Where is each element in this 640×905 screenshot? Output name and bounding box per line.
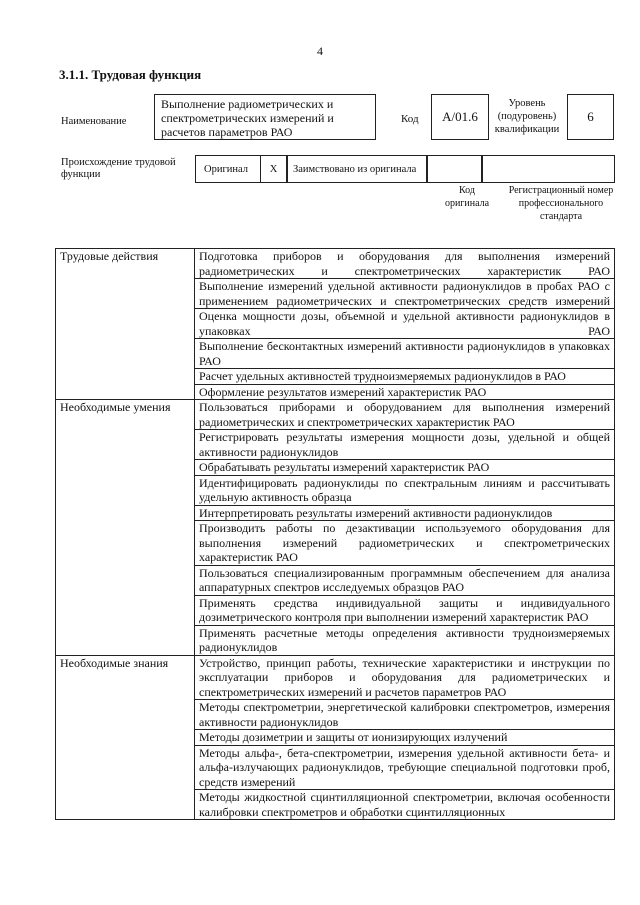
table-cell: Регистрировать результаты измерения мощности дозы, удельной и общей активности радионуклидов	[195, 430, 615, 460]
table-cell: Пользоваться специализированным программным обеспечением для анализа аппаратурных спектров исследуемых образцов РАО	[195, 565, 615, 595]
origin-code-cell	[427, 155, 482, 183]
table-cell: Методы альфа-, бета-спектрометрии, измерения удельной активности бета- и альфа-излучающих радионуклидов, требующие специальной подготовки проб, средств измерений	[195, 745, 615, 790]
section-title: 3.1.1. Трудовая функция	[59, 67, 202, 82]
function-name-box: Выполнение радиометрических и спектрометрических измерений и расчетов параметров РАО	[154, 94, 376, 140]
table-cell: Производить работы по дезактивации используемого оборудования для выполнения измерений радиометрических и спектрометрических характеристик РАО	[195, 521, 615, 566]
table-cell: Применять средства индивидуальной защиты и индивидуального дозиметрического контроля при выполнении измерений характеристик РАО	[195, 595, 615, 625]
origin-label: Происхождение трудовой функции	[61, 157, 176, 180]
table-cell: Пользоваться приборами и оборудованием для выполнения измерений радиометрических и спектрометрических характеристик РАО	[195, 400, 615, 430]
origin-row	[195, 155, 615, 183]
origin-reg-cell	[482, 155, 615, 183]
code-label: Код	[401, 113, 419, 125]
table-cell: Выполнение измерений удельной активности радионуклидов в пробах РАО с применением радиометрических и спектрометрических средств измерений	[195, 279, 615, 309]
table-row	[56, 249, 615, 279]
table-cell: Методы дозиметрии и защиты от ионизирующих излучений	[195, 730, 615, 746]
category-cell: Необходимые умения	[56, 400, 195, 656]
table-cell: Оценка мощности дозы, объемной и удельной активности радионуклидов в упаковках РАО	[195, 309, 615, 339]
category-cell: Трудовые действия	[56, 249, 195, 400]
reg-number-label: Регистрационный номер профессионального стандарта	[508, 185, 614, 222]
level-value-box: 6	[567, 94, 614, 140]
origin-original-cell: Оригинал	[195, 155, 260, 183]
code-value-box: A/01.6	[431, 94, 489, 140]
function-details-table	[55, 248, 615, 820]
table-cell: Обрабатывать результаты измерений характеристик РАО	[195, 460, 615, 476]
table-cell: Применять расчетные методы определения активности трудноизмеряемых радионуклидов	[195, 625, 615, 655]
table-row	[56, 655, 615, 700]
level-label: Уровень (подуровень) квалификации	[494, 98, 560, 135]
page-number: 4	[317, 44, 323, 58]
table-cell: Методы спектрометрии, энергетической калибровки спектрометров, измерения активности радионуклидов	[195, 700, 615, 730]
table-cell: Выполнение бесконтактных измерений активности радионуклидов в упаковках РАО	[195, 339, 615, 369]
table-cell: Методы жидкостной сцинтилляционной спектрометрии, включая особенности калибровки спектрометров и обработки сцинтилляционных	[195, 790, 615, 820]
table-cell: Интерпретировать результаты измерений активности радионуклидов	[195, 505, 615, 521]
table-cell: Подготовка приборов и оборудования для выполнения измерений радиометрических и спектрометрических характеристик РАО	[195, 249, 615, 279]
origin-mark-cell: X	[260, 155, 287, 183]
table-cell: Устройство, принцип работы, технические характеристики и инструкции по эксплуатации приборов и оборудования для радиометрических и спектрометрических измерений и расчетов параметров РАО	[195, 655, 615, 700]
table-cell: Идентифицировать радионуклиды по спектральным линиям и рассчитывать удельную активность образца	[195, 475, 615, 505]
category-cell: Необходимые знания	[56, 655, 195, 820]
table-cell: Расчет удельных активностей трудноизмеряемых радионуклидов в РАО	[195, 369, 615, 385]
name-label: Наименование	[61, 116, 127, 127]
origin-borrowed-cell: Заимствовано из оригинала	[287, 155, 427, 183]
code-original-label: Код оригинала	[444, 185, 490, 209]
table-cell: Оформление результатов измерений характеристик РАО	[195, 384, 615, 400]
table-row	[56, 400, 615, 430]
